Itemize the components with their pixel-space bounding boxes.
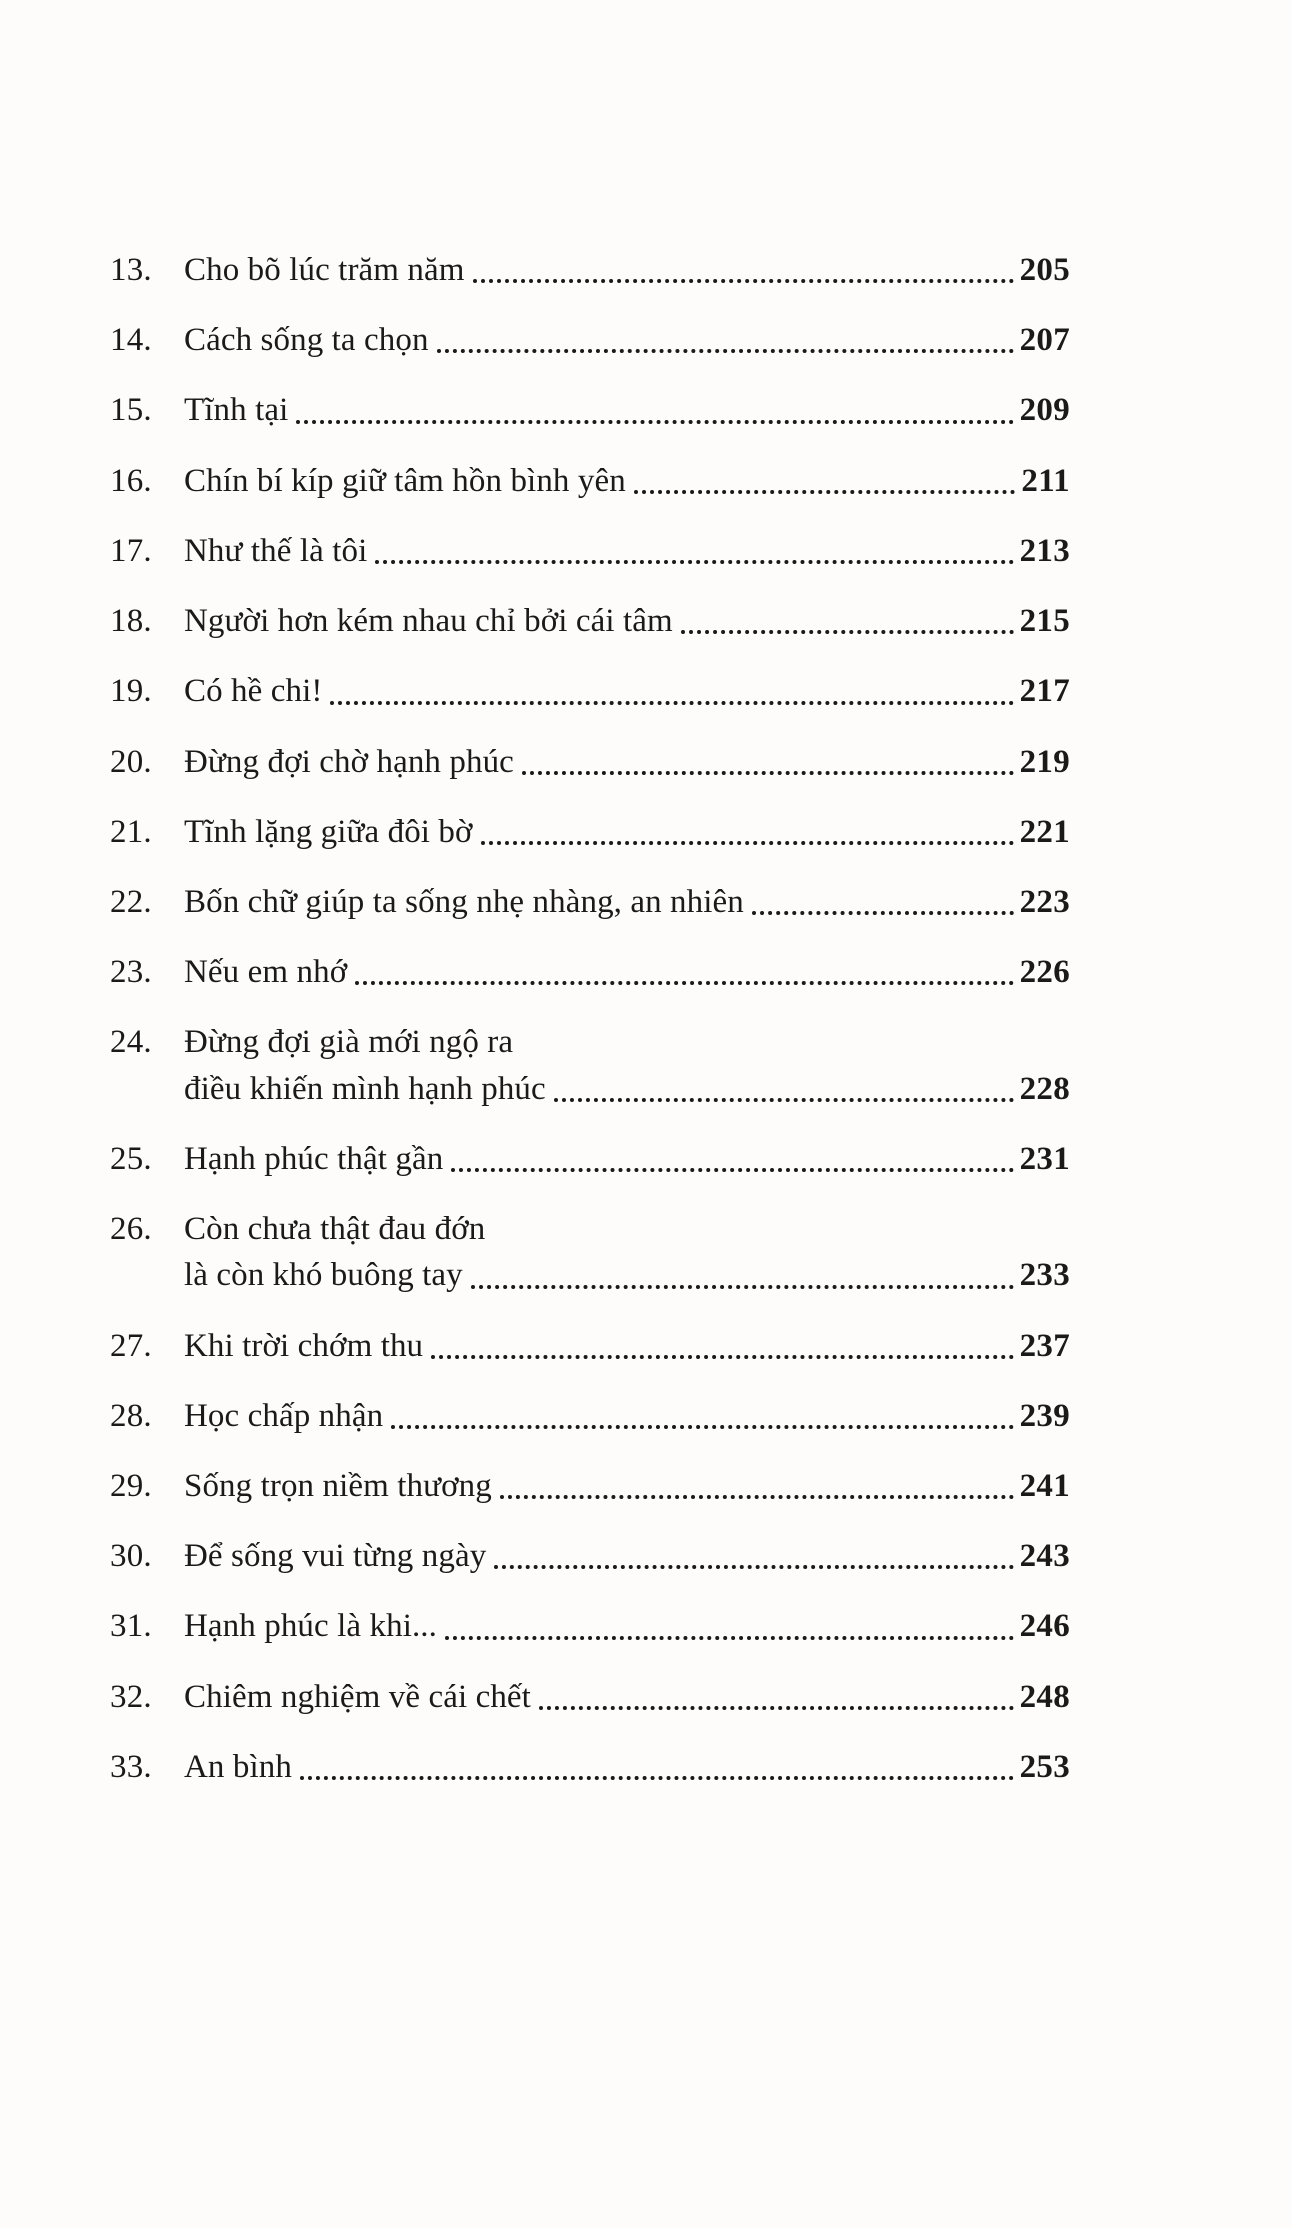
toc-entry-body — [184, 1020, 1070, 1110]
toc-entry-title: điều khiến mình hạnh phúc — [184, 1070, 546, 1107]
toc-entry-line — [184, 529, 1070, 573]
toc-entry[interactable] — [110, 248, 1070, 292]
toc-entry-line — [184, 1604, 1070, 1648]
toc-entry-title: Người hơn kém nhau chỉ bởi cái tâm — [184, 603, 673, 640]
toc-entry-title: Khi trời chớm thu — [184, 1327, 424, 1364]
toc-entry-number: 14. — [110, 322, 152, 359]
toc-dot-leader — [681, 613, 1014, 643]
toc-dot-leader — [296, 403, 1013, 433]
toc-entry-title: Chiêm nghiệm về cái chết — [184, 1678, 531, 1715]
toc-entry-line — [184, 459, 1070, 503]
toc-entry-title: Như thế là tôi — [184, 532, 368, 569]
toc-entry-body — [184, 529, 1070, 573]
toc-entry-line — [184, 388, 1070, 432]
toc-entry-body — [184, 1207, 1070, 1297]
toc-entry-number: 22. — [110, 883, 152, 920]
toc-entry-title: Chín bí kíp giữ tâm hồn bình yên — [184, 462, 626, 499]
table-of-contents — [110, 248, 1070, 1815]
toc-entry[interactable] — [110, 1675, 1070, 1719]
toc-entry[interactable] — [110, 740, 1070, 784]
toc-entry-page-number: 211 — [1021, 462, 1070, 499]
toc-entry-line — [184, 1675, 1070, 1719]
toc-entry-line — [184, 1020, 1070, 1064]
toc-entry-page-number: 253 — [1019, 1748, 1070, 1785]
toc-entry-body — [184, 599, 1070, 643]
toc-entry-body — [184, 740, 1070, 784]
toc-entry-title: là còn khó buông tay — [184, 1257, 463, 1294]
toc-entry-body — [184, 1534, 1070, 1578]
toc-entry[interactable] — [110, 1394, 1070, 1438]
toc-dot-leader — [451, 1151, 1013, 1181]
toc-entry-line — [184, 1067, 1070, 1111]
toc-entry-body — [184, 1745, 1070, 1789]
toc-entry-body — [184, 669, 1070, 713]
toc-entry-line — [184, 880, 1070, 924]
toc-entry[interactable] — [110, 1137, 1070, 1181]
toc-entry-body — [184, 880, 1070, 924]
toc-dot-leader — [554, 1081, 1014, 1111]
toc-dot-leader — [391, 1408, 1013, 1438]
toc-entry-page-number: 205 — [1019, 252, 1070, 288]
toc-entry-number: 17. — [110, 532, 152, 569]
toc-entry[interactable] — [110, 1324, 1070, 1368]
toc-entry-number: 33. — [110, 1748, 152, 1785]
toc-entry-page-number: 243 — [1019, 1538, 1070, 1575]
toc-dot-leader — [481, 824, 1014, 854]
toc-entry[interactable] — [110, 1464, 1070, 1508]
toc-entry-body — [184, 1675, 1070, 1719]
toc-entry-title: Sống trọn niềm thương — [184, 1467, 492, 1504]
toc-entry-page-number: 217 — [1019, 673, 1070, 710]
toc-entry-page-number: 207 — [1019, 322, 1070, 359]
toc-entry-title: Còn chưa thật đau đớn — [184, 1211, 486, 1248]
toc-entry-page-number: 237 — [1019, 1327, 1070, 1364]
toc-dot-leader — [471, 1268, 1014, 1298]
toc-entry[interactable] — [110, 318, 1070, 362]
toc-entry-title: Hạnh phúc là khi... — [184, 1608, 438, 1645]
toc-entry-line — [184, 950, 1070, 994]
toc-dot-leader — [494, 1548, 1013, 1578]
toc-entry-page-number: 228 — [1019, 1070, 1070, 1107]
toc-entry-number: 21. — [110, 813, 152, 850]
toc-entry-line — [184, 1534, 1070, 1578]
toc-entry-number: 31. — [110, 1608, 152, 1645]
toc-entry-page-number: 219 — [1019, 743, 1070, 780]
toc-dot-leader — [445, 1619, 1014, 1649]
toc-entry-number: 20. — [110, 743, 152, 780]
toc-entry-page-number: 209 — [1019, 392, 1070, 429]
toc-entry-title: Tĩnh lặng giữa đôi bờ — [184, 813, 473, 850]
toc-entry-line — [184, 1137, 1070, 1181]
toc-entry-body — [184, 1324, 1070, 1368]
toc-entry-line — [184, 1464, 1070, 1508]
toc-entry-title: Tĩnh tại — [184, 392, 289, 429]
toc-entry-line — [184, 248, 1070, 292]
toc-dot-leader — [752, 894, 1014, 924]
toc-entry-number: 25. — [110, 1140, 152, 1177]
toc-dot-leader — [634, 473, 1016, 503]
toc-entry-line — [184, 1745, 1070, 1789]
toc-entry-title: Đừng đợi già mới ngộ ra — [184, 1024, 514, 1061]
toc-dot-leader — [522, 754, 1014, 784]
toc-entry-title: Hạnh phúc thật gần — [184, 1140, 444, 1177]
toc-entry-line — [184, 669, 1070, 713]
toc-entry-page-number: 239 — [1019, 1397, 1070, 1434]
toc-entry[interactable] — [110, 459, 1070, 503]
toc-entry-page-number: 246 — [1019, 1608, 1070, 1645]
toc-entry-page-number: 241 — [1019, 1467, 1070, 1504]
toc-entry-number: 24. — [110, 1024, 152, 1061]
toc-entry-number: 18. — [110, 603, 152, 640]
toc-dot-leader — [473, 262, 1014, 292]
toc-entry-number: 13. — [110, 252, 152, 288]
toc-entry-title: Có hề chi! — [184, 673, 323, 710]
toc-entry[interactable] — [110, 599, 1070, 643]
toc-entry-title: Để sống vui từng ngày — [184, 1538, 487, 1575]
toc-entry-body — [184, 950, 1070, 994]
toc-dot-leader — [437, 332, 1014, 362]
toc-entry[interactable] — [110, 1207, 1070, 1297]
toc-entry[interactable] — [110, 950, 1070, 994]
toc-entry-number: 30. — [110, 1538, 152, 1575]
toc-entry-number: 16. — [110, 462, 152, 499]
toc-entry[interactable] — [110, 1534, 1070, 1578]
toc-entry-line — [184, 599, 1070, 643]
toc-entry[interactable] — [110, 669, 1070, 713]
toc-entry-page-number: 226 — [1019, 954, 1070, 991]
toc-entry-number: 23. — [110, 954, 152, 991]
toc-entry[interactable] — [110, 388, 1070, 432]
toc-entry[interactable] — [110, 529, 1070, 573]
toc-entry[interactable] — [110, 1020, 1070, 1110]
toc-entry[interactable] — [110, 1745, 1070, 1789]
toc-entry-number: 19. — [110, 673, 152, 710]
toc-entry-number: 28. — [110, 1397, 152, 1434]
toc-entry[interactable] — [110, 1604, 1070, 1648]
toc-entry-body — [184, 1464, 1070, 1508]
toc-entry-number: 32. — [110, 1678, 152, 1715]
toc-entry-line — [184, 810, 1070, 854]
toc-dot-leader — [355, 964, 1013, 994]
toc-entry-number: 29. — [110, 1467, 152, 1504]
toc-entry-body — [184, 459, 1070, 503]
toc-entry-title: Bốn chữ giúp ta sống nhẹ nhàng, an nhiên — [184, 883, 744, 920]
toc-entry-line — [184, 1253, 1070, 1297]
toc-entry-body — [184, 810, 1070, 854]
toc-entry-body — [184, 1137, 1070, 1181]
toc-entry-page-number: 231 — [1019, 1140, 1070, 1177]
toc-entry-page-number: 213 — [1019, 532, 1070, 569]
toc-entry-page-number: 215 — [1019, 603, 1070, 640]
toc-entry-body — [184, 318, 1070, 362]
toc-entry-line — [184, 1207, 1070, 1251]
toc-entry-title: An bình — [184, 1748, 292, 1785]
toc-entry-line — [184, 1394, 1070, 1438]
toc-entry-body — [184, 1394, 1070, 1438]
toc-entry-number: 27. — [110, 1327, 152, 1364]
toc-entry-page-number: 221 — [1019, 813, 1070, 850]
toc-entry-line — [184, 740, 1070, 784]
toc-entry-line — [184, 318, 1070, 362]
toc-entry-title: Nếu em nhớ — [184, 954, 348, 991]
toc-entry-number: 15. — [110, 392, 152, 429]
toc-entry-page-number: 233 — [1019, 1257, 1070, 1294]
toc-entry-title: Cho bõ lúc trăm năm — [184, 252, 465, 288]
toc-dot-leader — [300, 1759, 1014, 1789]
toc-dot-leader — [539, 1689, 1014, 1719]
toc-entry-number: 26. — [110, 1211, 152, 1248]
toc-entry-title: Học chấp nhận — [184, 1397, 384, 1434]
toc-entry-body — [184, 1604, 1070, 1648]
toc-dot-leader — [330, 684, 1013, 714]
toc-entry[interactable] — [110, 810, 1070, 854]
toc-dot-leader — [500, 1478, 1014, 1508]
toc-entry[interactable] — [110, 880, 1070, 924]
toc-entry-body — [184, 248, 1070, 292]
toc-entry-line — [184, 1324, 1070, 1368]
toc-dot-leader — [375, 543, 1013, 573]
toc-entry-title: Đừng đợi chờ hạnh phúc — [184, 743, 514, 780]
toc-dot-leader — [431, 1338, 1013, 1368]
toc-entry-body — [184, 388, 1070, 432]
toc-entry-title: Cách sống ta chọn — [184, 322, 429, 359]
toc-entry-page-number: 223 — [1019, 883, 1070, 920]
toc-entry-page-number: 248 — [1019, 1678, 1070, 1715]
